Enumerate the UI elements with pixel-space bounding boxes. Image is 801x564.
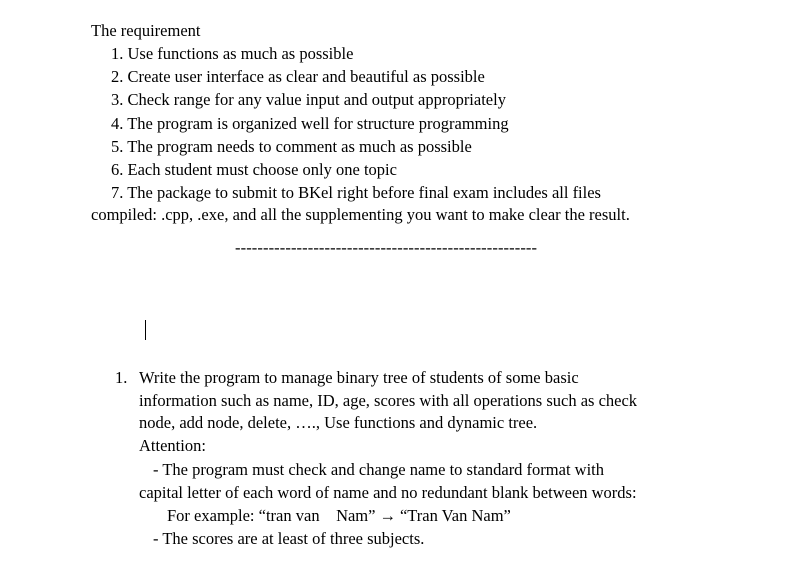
topic-description-line-2: information such as name, ID, age, scores with all operations such as check bbox=[139, 391, 638, 410]
scores-rule: - The scores are at least of three subjects. bbox=[153, 529, 425, 548]
name-format-rule-line-2: capital letter of each word of name and no redundant blank between words: bbox=[139, 483, 637, 502]
topic-description-line-3: node, add node, delete, …., Use functions and dynamic tree. bbox=[139, 413, 538, 432]
requirements-heading: The requirement bbox=[91, 21, 201, 40]
requirement-item-7: 7. The package to submit to BKel right before final exam includes all files bbox=[111, 183, 601, 202]
requirement-item-4: 4. The program is organized well for structure programming bbox=[111, 114, 509, 133]
right-arrow-icon: → bbox=[379, 506, 396, 525]
name-format-rule-line-1: - The program must check and change name to standard format with bbox=[153, 460, 605, 479]
example-input: For example: “tran van Nam” bbox=[167, 506, 376, 525]
topic-description-line-1: Write the program to manage binary tree of students of some basic bbox=[139, 368, 579, 387]
requirement-item-3: 3. Check range for any value input and output appropriately bbox=[111, 90, 506, 109]
requirement-item-7-continuation: compiled: .cpp, .exe, and all the supplementing you want to make clear the result. bbox=[91, 205, 630, 224]
requirement-item-6: 6. Each student must choose only one topic bbox=[111, 160, 397, 179]
separator-line: ------------------------------------------------------ bbox=[235, 238, 538, 257]
example-output: “Tran Van Nam” bbox=[399, 506, 511, 525]
name-format-example bbox=[167, 506, 511, 526]
topic-number: 1. bbox=[115, 368, 128, 387]
requirement-item-2: 2. Create user interface as clear and beautiful as possible bbox=[111, 67, 485, 86]
requirement-item-1: 1. Use functions as much as possible bbox=[111, 44, 354, 63]
attention-label: Attention: bbox=[139, 436, 206, 455]
text-cursor bbox=[145, 320, 146, 340]
requirement-item-5: 5. The program needs to comment as much as possible bbox=[111, 137, 472, 156]
